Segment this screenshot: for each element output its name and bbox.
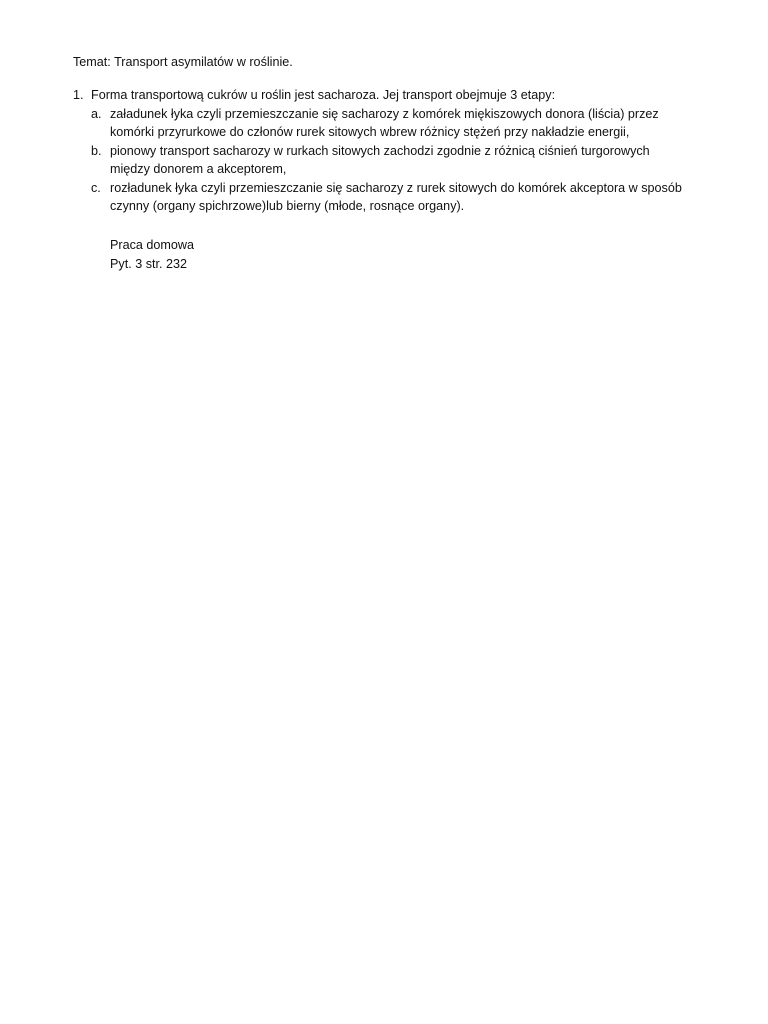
sublist-item-line: rozładunek łyka czyli przemieszczanie się sacharozy z rurek sitowych do komórek akceptora w sposób — [110, 180, 682, 195]
sublist-item-a — [73, 105, 713, 142]
lettered-sublist — [73, 105, 713, 216]
sublist-item-marker: c. — [91, 180, 101, 195]
homework-task: Pyt. 3 str. 232 — [110, 256, 188, 271]
sublist-item-c — [73, 179, 713, 216]
sublist-item-b — [73, 142, 713, 179]
homework-section — [110, 236, 194, 273]
list-item-marker: 1. — [73, 88, 84, 102]
sublist-item-line: między donorem a akceptorem, — [110, 162, 287, 176]
document-title: Temat: Transport asymilatów w roślinie. — [73, 55, 293, 69]
sublist-item-line: pionowy transport sacharozy w rurkach sitowych zachodzi zgodnie z różnicą ciśnień turgorowych — [110, 143, 650, 158]
sublist-item-marker: b. — [91, 143, 102, 158]
homework-heading: Praca domowa — [110, 238, 194, 252]
numbered-list — [73, 86, 713, 216]
list-item-text: Forma transportową cukrów u roślin jest sacharoza. Jej transport obejmuje 3 etapy: — [91, 88, 556, 102]
sublist-item-marker: a. — [91, 106, 102, 121]
sublist-item-line: komórki przyrurkowe do członów rurek sitowych wbrew różnicy stężeń przy nakładzie energii, — [110, 125, 630, 139]
list-item-1 — [73, 86, 713, 105]
sublist-item-line: czynny (organy spichrzowe)lub bierny (młode, rosnące organy). — [110, 199, 465, 213]
sublist-item-line: załadunek łyka czyli przemieszczanie się sacharozy z komórek miękiszowych donora (liścia) przez — [110, 106, 659, 121]
